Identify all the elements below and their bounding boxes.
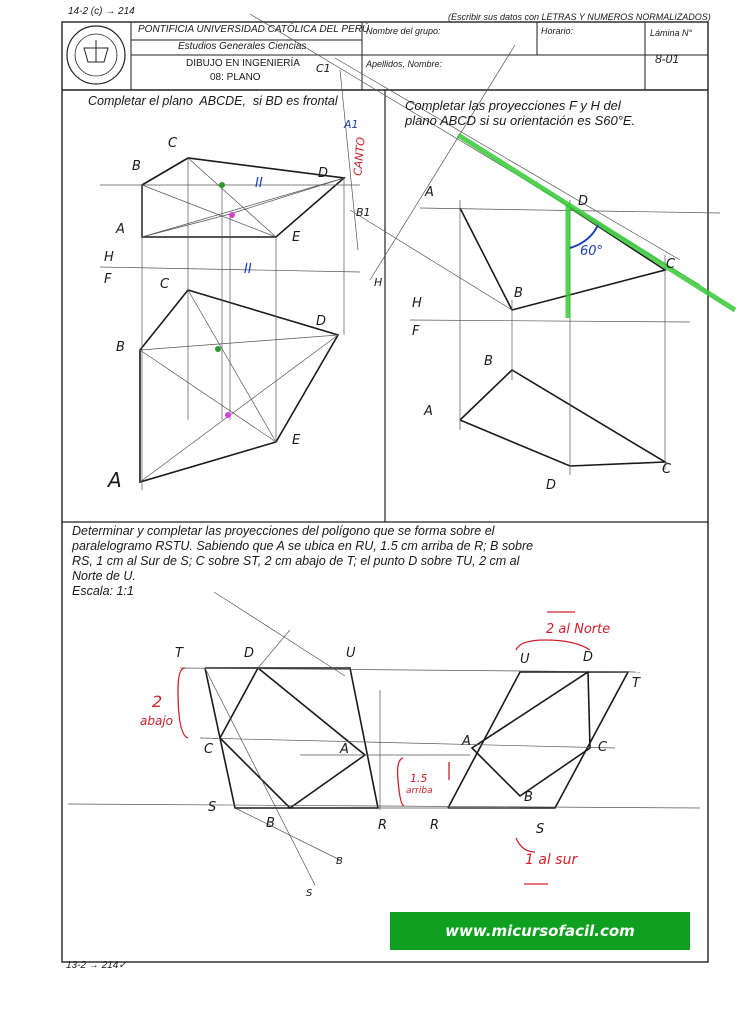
p1-label-ch: C: [168, 136, 178, 151]
p1-label-cf: C: [160, 277, 170, 292]
p3-label-uh: U: [520, 652, 530, 667]
p2-line-f: F: [412, 324, 420, 339]
p2-green-line: [458, 135, 735, 310]
problem2-statement: Completar las proyecciones F y H del plano ABCD si su orientación es S60°E.: [405, 98, 636, 128]
p3-label-sp: S: [536, 822, 545, 837]
p1-label-df: D: [316, 314, 327, 329]
p3-label-b-proj: B: [336, 856, 343, 867]
p2-h-aux-label: H: [374, 276, 383, 289]
p3-note-arriba: arriba: [406, 786, 433, 796]
problem1-statement: Completar el plano ABCDE, si BD es frontal: [88, 94, 338, 108]
p2-label-dh: D: [578, 194, 589, 209]
p3-label-bf: B: [266, 816, 275, 831]
p3-label-uf: U: [346, 646, 356, 661]
p3-label-cp: C: [598, 740, 608, 755]
p1-horizontal-polygon: [142, 158, 344, 237]
p3-label-tp: T: [632, 676, 640, 691]
p2-label-af: A: [424, 404, 433, 419]
p3-label-s-proj: S: [306, 888, 313, 899]
p1-line-f: F: [104, 272, 112, 287]
p2-a1-label: A1: [344, 118, 359, 131]
p1-parallel-mark-2: II: [244, 262, 252, 277]
department-name: Estudios Generales Ciencias: [178, 41, 307, 52]
p2-label-bf: B: [484, 354, 493, 369]
p3-note-1-5: 1.5: [410, 772, 428, 785]
p1-line-h: H: [104, 250, 114, 265]
p2-label-bh: B: [514, 286, 523, 301]
margin-note-bottom: 13-2 → 214✓: [66, 960, 127, 971]
p3-note-south: 1 al sur: [525, 852, 578, 868]
course-name: DIBUJO EN INGENIERÍA: [186, 58, 300, 69]
p2-line-h: H: [412, 296, 422, 311]
p1-label-dh: D: [318, 166, 329, 181]
p3-label-cf: C: [204, 742, 214, 757]
p1-green-point-h: [219, 182, 225, 188]
p2-canto-label: CANTO: [351, 136, 368, 177]
group-label: Nombre del grupo:: [366, 26, 441, 36]
p2-horizontal-polyline: [460, 208, 665, 310]
p3-label-tf: T: [175, 646, 183, 661]
sheet-number: 8-01: [655, 52, 680, 66]
p1-parallel-mark-1: II: [255, 176, 263, 191]
p3-label-bp: B: [524, 790, 533, 805]
p2-c1-label: C1: [316, 62, 331, 75]
schedule-label: Horario:: [541, 26, 574, 36]
website-banner[interactable]: www.micursofacil.com: [390, 912, 690, 950]
p1-label-eh: E: [292, 230, 301, 245]
p3-note-abajo: abajo: [140, 714, 173, 728]
topic-name: 08: PLANO: [210, 72, 261, 83]
p2-frontal-polyline: [460, 370, 665, 466]
problem2-construction: [250, 14, 720, 475]
p3-frontal-polygon: [220, 668, 365, 808]
header-instruction: (Escribir sus datos con LETRAS Y NUMEROS NORMALIZADOS): [448, 12, 711, 22]
p1-label-af: A: [108, 468, 122, 492]
p2-angle-label: 60°: [580, 244, 604, 259]
p1-label-bf: B: [116, 340, 125, 355]
p3-frontal-parallelogram: [205, 668, 378, 808]
p3-label-rf: R: [378, 818, 388, 833]
p1-magenta-point-h: [229, 212, 235, 218]
p2-label-ch: C: [666, 257, 676, 272]
margin-note-top: 14-2 (c) → 214: [68, 6, 135, 17]
p1-green-point-f: [215, 346, 221, 352]
p3-label-dp: D: [583, 650, 594, 665]
problem3-statement: Determinar y completar las proyecciones del polígono que se forma sobre el paralelogramo RSTU. Sabiendo que A se ubica en RU, 1.5 cm arriba de R; B sobre RS, 1 cm al Sur de S; C sobre ST, 2 cm abajo de T; el punto D sobre TU, 2 cm al Norte de U. Escala: 1:1: [72, 524, 534, 598]
p3-note-north: 2 al Norte: [546, 622, 611, 637]
p1-frontal-polygon: [140, 290, 338, 482]
sheet-label: Lámina N°: [650, 28, 693, 38]
p3-label-sf: S: [208, 800, 217, 815]
p3-label-rp: R: [430, 818, 440, 833]
p1-label-ah: A: [116, 222, 125, 237]
university-name: PONTIFICIA UNIVERSIDAD CATÓLICA DEL PERÚ: [138, 24, 370, 35]
p3-label-af: A: [340, 742, 349, 757]
p2-label-ah: A: [425, 185, 434, 200]
p1-label-ef: E: [292, 433, 301, 448]
p3-label-df: D: [244, 646, 255, 661]
p1-label-bh: B: [132, 159, 141, 174]
p3-label-ap: A: [462, 734, 471, 749]
p3-note-2: 2: [152, 692, 163, 711]
name-label: Apellidos, Nombre:: [366, 59, 443, 69]
p2-label-df: D: [546, 478, 557, 493]
p1-magenta-point-f: [225, 412, 231, 418]
p2-label-cf: C: [662, 462, 672, 477]
p2-b1-label: B1: [356, 206, 371, 219]
